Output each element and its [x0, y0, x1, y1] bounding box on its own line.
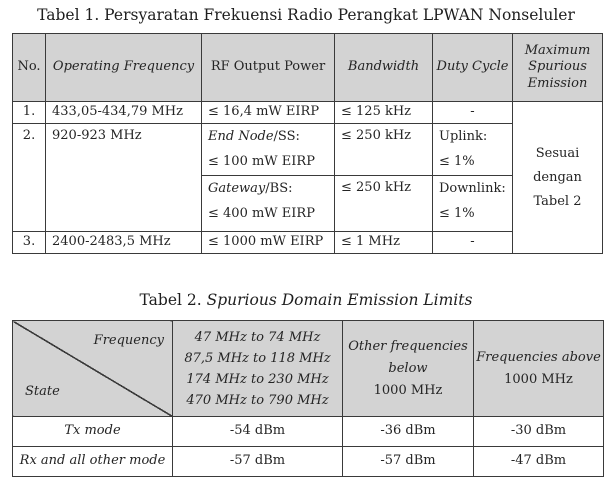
above-freq-value: 1000 MHz	[504, 371, 573, 387]
spur-value-line1: Sesuai	[535, 145, 580, 161]
end-node-line	[208, 124, 334, 149]
above-freq-label: Frequencies above	[476, 349, 601, 365]
row2-bandwidth-a: ≤ 250 kHz	[335, 124, 433, 176]
row1-frequency: 433,05-434,79 MHz	[46, 102, 202, 124]
header-duty-cycle: Duty Cycle	[433, 34, 513, 102]
tx-mode-value-3: -30 dBm	[474, 417, 604, 447]
header-other-frequencies	[343, 321, 474, 417]
row1-no: 1.	[13, 102, 46, 124]
header-bandwidth: Bandwidth	[335, 34, 433, 102]
header-frequencies-above	[474, 321, 604, 417]
tx-mode-state: Tx mode	[13, 417, 173, 447]
other-freq-line1: Other frequencies	[348, 338, 468, 354]
gateway-label: Gateway	[208, 181, 266, 196]
rx-mode-value-1: -57 dBm	[173, 447, 343, 477]
row3-frequency: 2400-2483,5 MHz	[46, 232, 202, 254]
header-spur-line1: Maximum	[524, 43, 591, 59]
table2-caption	[0, 291, 612, 309]
uplink-value: ≤ 1%	[439, 154, 475, 169]
other-freq-value: 1000 MHz	[373, 382, 443, 398]
header-spur-line3: Emission	[527, 75, 588, 91]
rx-mode-value-3: -47 dBm	[474, 447, 604, 477]
gateway-line	[208, 176, 334, 201]
gateway-power: ≤ 400 mW EIRP	[208, 206, 315, 221]
diagonal-header-cell	[13, 321, 173, 417]
row2-end-node-power	[202, 124, 335, 176]
table-row	[13, 417, 604, 447]
lpwan-frequency-table	[12, 33, 603, 254]
downlink-value: ≤ 1%	[439, 206, 475, 221]
row2-no: 2.	[13, 124, 46, 232]
table-row	[13, 447, 604, 477]
downlink-label: Downlink:	[439, 181, 506, 196]
other-freq-line2: below	[388, 360, 428, 376]
table1-caption: Tabel 1. Persyaratan Frekuensi Radio Perangkat LPWAN Nonseluler	[37, 6, 575, 24]
rx-mode-value-2: -57 dBm	[343, 447, 474, 477]
spurious-emission-table	[12, 320, 604, 477]
end-node-label: End Node	[208, 129, 274, 144]
header-max-spurious-emission	[513, 34, 603, 102]
rx-mode-state: Rx and all other mode	[13, 447, 173, 477]
spur-value-line2: dengan	[533, 169, 582, 185]
end-node-power: ≤ 100 mW EIRP	[208, 154, 315, 169]
row2-duty-downlink	[433, 176, 513, 232]
row2-gateway-power	[202, 176, 335, 232]
row1-duty-cycle: -	[433, 102, 513, 124]
table-row	[13, 102, 603, 124]
tx-mode-value-2: -36 dBm	[343, 417, 474, 447]
header-operating-frequency: Operating Frequency	[46, 34, 202, 102]
spurious-emission-value	[513, 102, 603, 254]
gateway-suffix: /BS:	[265, 181, 293, 196]
row3-bandwidth: ≤ 1 MHz	[335, 232, 433, 254]
freq-range-1: 47 MHz to 74 MHz	[194, 329, 321, 345]
tx-mode-value-1: -54 dBm	[173, 417, 343, 447]
row3-power: ≤ 1000 mW EIRP	[202, 232, 335, 254]
row3-duty-cycle: -	[433, 232, 513, 254]
freq-range-3: 174 MHz to 230 MHz	[186, 371, 329, 387]
table1-header-row	[13, 34, 603, 102]
table2-header-row	[13, 321, 604, 417]
uplink-label: Uplink:	[439, 129, 488, 144]
row2-frequency: 920-923 MHz	[46, 124, 202, 232]
row2-duty-uplink	[433, 124, 513, 176]
row2-bandwidth-b: ≤ 250 kHz	[335, 176, 433, 232]
row1-bandwidth: ≤ 125 kHz	[335, 102, 433, 124]
diag-state-label: State	[25, 383, 60, 399]
table2-caption-title: Spurious Domain Emission Limits	[206, 291, 473, 309]
table2-caption-prefix: Tabel 2.	[139, 291, 207, 309]
freq-range-2: 87,5 MHz to 118 MHz	[184, 350, 331, 366]
spur-value-line3: Tabel 2	[533, 193, 582, 209]
row3-no: 3.	[13, 232, 46, 254]
freq-range-4: 470 MHz to 790 MHz	[186, 392, 329, 408]
row1-power: ≤ 16,4 mW EIRP	[202, 102, 335, 124]
header-frequency-ranges	[173, 321, 343, 417]
header-no: No.	[13, 34, 46, 102]
end-node-suffix: /SS:	[273, 129, 300, 144]
header-rf-output-power: RF Output Power	[202, 34, 335, 102]
diag-frequency-label: Frequency	[93, 333, 164, 348]
header-spur-line2: Spurious	[528, 59, 587, 75]
